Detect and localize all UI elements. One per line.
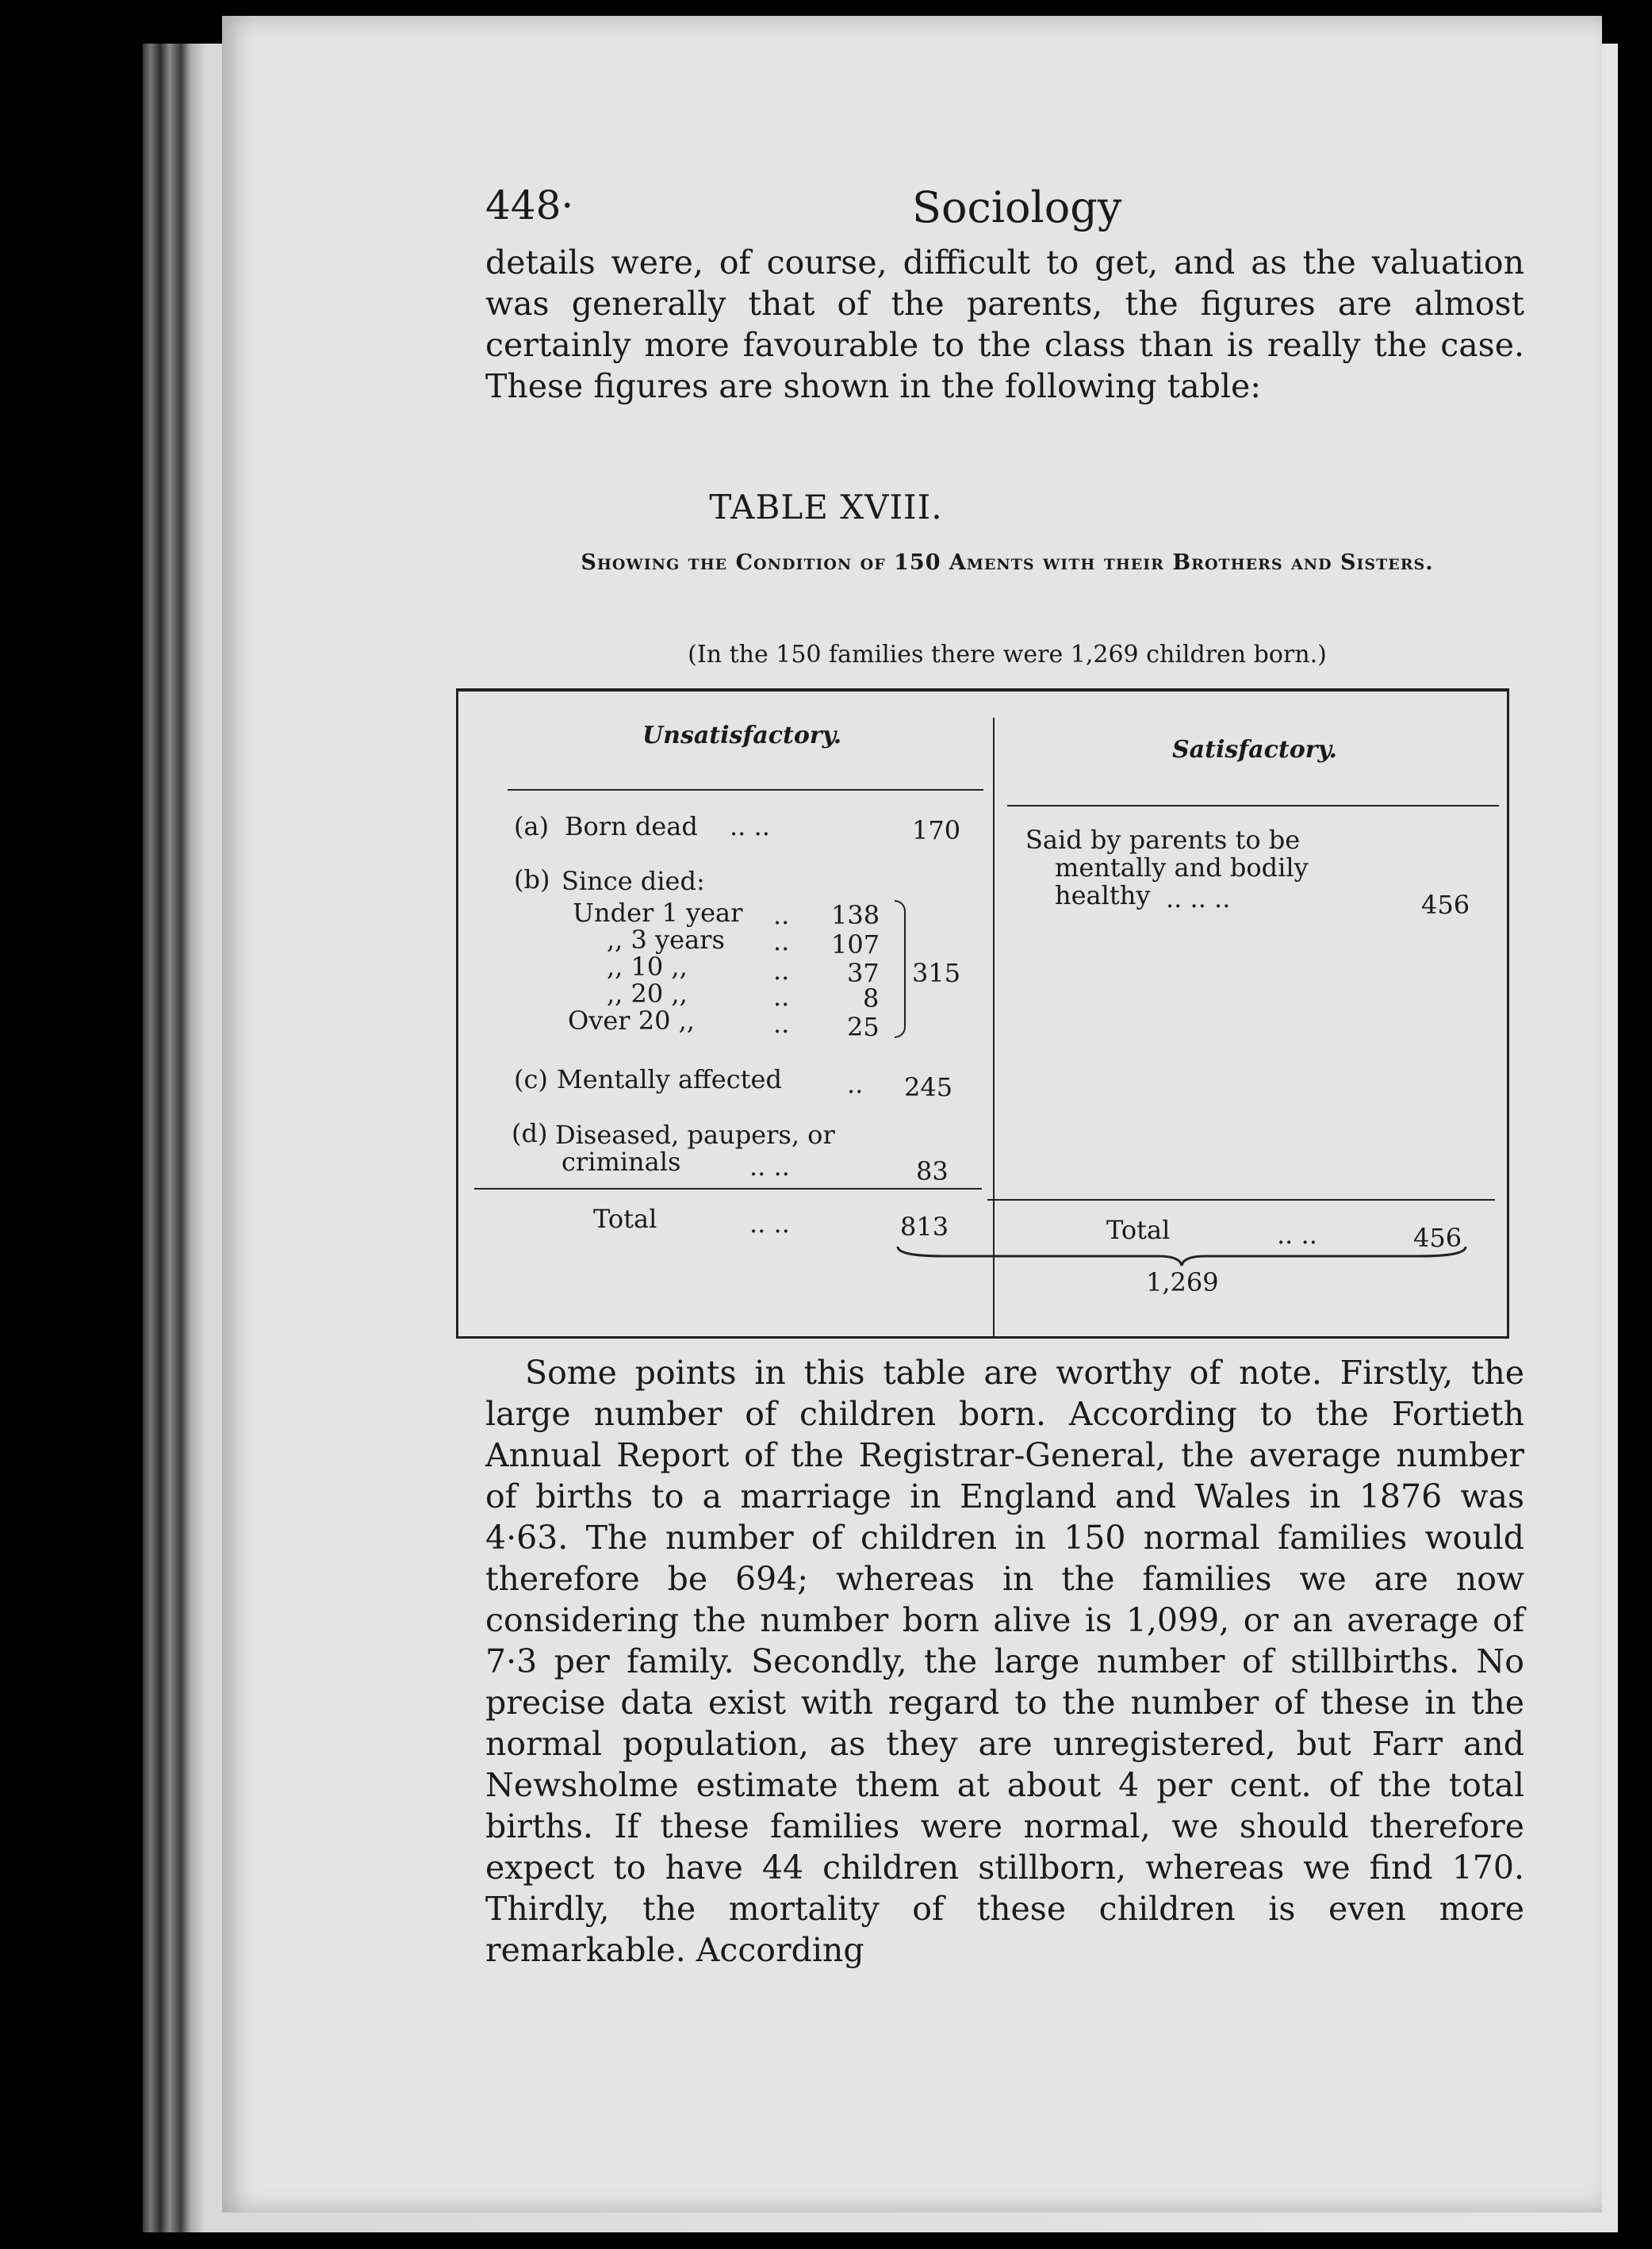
row-d-text1: Diseased, paupers, or xyxy=(555,1120,835,1150)
row-d-dots: .. .. xyxy=(749,1151,790,1182)
row-a-dots: .. .. xyxy=(730,811,770,841)
row-b5-value: 25 xyxy=(847,1012,880,1042)
row-b5-dots: .. xyxy=(773,1009,790,1039)
satisfactory-dots: .. .. .. xyxy=(1166,883,1231,914)
since-died-bracket xyxy=(895,900,906,1038)
row-b-total: 315 xyxy=(912,958,961,988)
row-d-value: 83 xyxy=(916,1156,949,1186)
row-a-label: (a) xyxy=(514,811,550,841)
body-paragraph: Some points in this table are worthy of note. Firstly, the large number of children born. According to the Fortieth Annual Report of the Registrar-General, the average number of births to a marriage in England and Wales in 1876 was 4·63. The number of children in 150 normal families would therefore be 694; whereas in the families we are now considering the number born alive is 1,099, or an average of 7·3 per family. Secondly, the large number of stillbirths. No precise data exist with regard to the number of these in the normal population, as they are unregistered, but Farr and Newsholme estimate them at about 4 per cent. of the total births. If these families were normal, we should therefore expect to have 44 children stillborn, whereas we find 170. Thirdly, the mortality of these children is even more remarkable. According xyxy=(485,1354,1524,1969)
row-b3-text: ,, 10 ,, xyxy=(607,952,688,982)
row-c-text: Mentally affected xyxy=(557,1064,782,1094)
row-b2-text: ,, 3 years xyxy=(607,925,725,955)
row-b5-text: Over 20 ,, xyxy=(568,1006,695,1036)
satisfactory-value: 456 xyxy=(1421,890,1470,920)
total-value-right: 456 xyxy=(1413,1223,1462,1253)
row-b4-value: 8 xyxy=(863,983,880,1013)
row-b3-value: 37 xyxy=(847,958,880,988)
row-b-label: (b) xyxy=(514,864,550,895)
running-title: Sociology xyxy=(912,182,1122,232)
satisfactory-line3: healthy xyxy=(1055,880,1151,910)
row-b1-text: Under 1 year xyxy=(573,898,743,928)
total-rule-left xyxy=(474,1188,982,1190)
row-d-text2: criminals xyxy=(562,1147,681,1177)
header-rule-left xyxy=(508,789,983,791)
grand-total: 1,269 xyxy=(1146,1267,1219,1297)
table-title: TABLE XVIII. xyxy=(709,488,943,527)
total-dots-right: .. .. xyxy=(1277,1220,1317,1250)
table-note: (In the 150 families there were 1,269 children born.) xyxy=(688,641,1327,669)
row-b1-value: 138 xyxy=(831,900,880,930)
header-satisfactory: Satisfactory. xyxy=(1172,736,1337,764)
row-c-label: (c) xyxy=(514,1064,548,1094)
satisfactory-line2: mentally and bodily xyxy=(1055,852,1309,883)
row-a-text: Born dead xyxy=(565,811,698,841)
header-rule-right xyxy=(1007,805,1499,806)
total-label-left: Total xyxy=(593,1204,657,1234)
row-c-value: 245 xyxy=(904,1072,953,1102)
total-dots-left: .. .. xyxy=(749,1209,790,1239)
table-caption: Showing the Condition of 150 Aments with their Brothers and Sisters. xyxy=(581,550,1434,575)
row-a-value: 170 xyxy=(912,815,961,845)
row-b2-value: 107 xyxy=(831,929,880,960)
total-label-right: Total xyxy=(1106,1215,1171,1245)
row-c-dots: .. xyxy=(847,1069,864,1099)
total-value-left: 813 xyxy=(900,1212,949,1242)
grand-total-brace xyxy=(896,1245,1467,1267)
row-b3-dots: .. xyxy=(773,956,790,986)
row-b1-dots: .. xyxy=(773,900,790,930)
column-divider xyxy=(993,718,995,1336)
page-number: 448· xyxy=(485,182,574,228)
satisfactory-line1: Said by parents to be xyxy=(1025,825,1301,855)
intro-paragraph: details were, of course, difficult to get, and as the valuation was generally that of the parents, the figures are almost certainly more favourable to the class than is really the case. These figures are shown in the following table: xyxy=(485,243,1524,405)
row-b4-dots: .. xyxy=(773,982,790,1012)
total-rule-right xyxy=(987,1199,1495,1201)
row-d-label: (d) xyxy=(512,1118,548,1148)
row-b4-text: ,, 20 ,, xyxy=(607,979,688,1009)
header-unsatisfactory: Unsatisfactory. xyxy=(642,722,842,749)
row-b2-dots: .. xyxy=(773,926,790,956)
row-b-text: Since died: xyxy=(562,866,705,896)
